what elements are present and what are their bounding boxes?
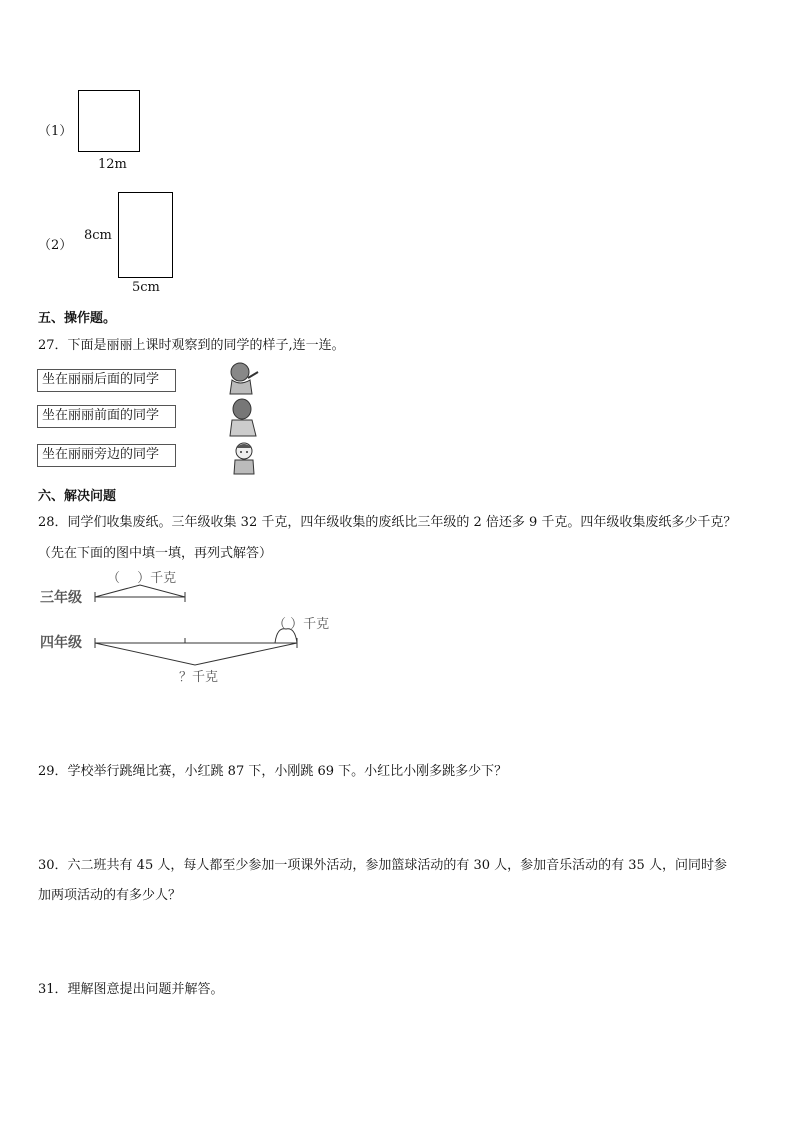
section-5-heading: 五、操作题。 [38,311,117,326]
question-27-text: 27．下面是丽丽上课时观察到的同学的样子,连一连。 [38,338,345,353]
child-back-view-picture[interactable] [226,398,262,438]
option-beside[interactable]: 坐在丽丽旁边的同学 [37,444,176,467]
child-side-view-picture[interactable] [222,360,262,398]
segment-diagram [35,565,345,690]
question-30-line2: 加两项活动的有多少人？ [38,888,182,903]
figure-1-side-label: 12m [98,157,127,172]
diagram-top-blank: （ ）千克 [107,571,177,586]
diagram-row2-label: 四年级 [40,635,82,651]
child-front-view-picture[interactable] [226,440,262,476]
section-6-heading: 六、解决问题 [38,489,117,504]
question-30-line1: 30．六二班共有 45 人，每人都至少参加一项课外活动，参加篮球活动的有 30 人，参加音乐活动的有 35 人，问同时参 [38,858,727,873]
square-figure [78,90,140,152]
option-behind[interactable]: 坐在丽丽后面的同学 [37,369,176,392]
figure-2-height-label: 8cm [84,228,112,243]
diagram-right-blank: （ ）千克 [273,617,330,632]
rectangle-figure [118,192,173,278]
question-29-text: 29．学校举行跳绳比赛，小红跳 87 下，小刚跳 69 下。小红比小刚多跳多少下？ [38,764,508,779]
option-front[interactable]: 坐在丽丽前面的同学 [37,405,176,428]
diagram-question-label: ？千克 [179,670,219,685]
question-28-hint: （先在下面的图中填一填，再列式解答） [38,546,273,561]
question-28-text: 28．同学们收集废纸。三年级收集 32 千克，四年级收集的废纸比三年级的 2 倍还多 9 千克。四年级收集废纸多少千克？ [38,515,737,530]
diagram-row1-label: 三年级 [40,590,82,606]
figure-2-width-label: 5cm [132,280,160,295]
figure-1-index: （1） [38,124,73,139]
question-31-text: 31．理解图意提出问题并解答。 [38,982,224,997]
figure-2-index: （2） [38,238,73,253]
